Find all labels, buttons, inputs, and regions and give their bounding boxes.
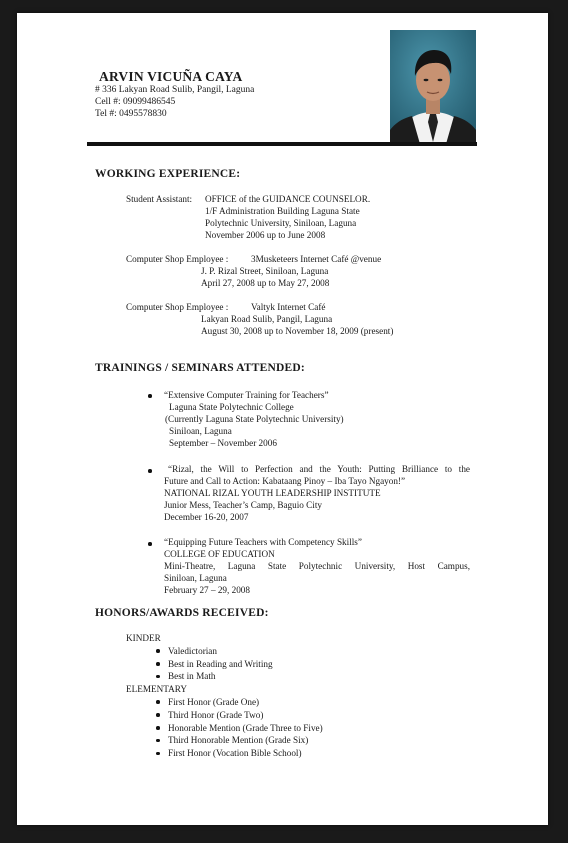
job-2-place <box>251 253 381 265</box>
training-line: (Currently Laguna State Polytechnic University) <box>165 414 344 424</box>
honors-title: HONORS/AWARDS RECEIVED: <box>95 607 269 619</box>
training-line: Junior Mess, Teacher’s Camp, Baguio City <box>164 500 322 510</box>
job-2 <box>126 253 228 265</box>
training-line: COLLEGE OF EDUCATION <box>164 549 275 559</box>
training-line: “Extensive Computer Training for Teachers” <box>164 390 329 400</box>
training-line: December 16-20, 2007 <box>164 512 249 522</box>
award-item <box>152 645 426 658</box>
header-divider <box>87 142 477 146</box>
resume-page <box>17 13 548 825</box>
job-3 <box>126 301 228 313</box>
award-item <box>152 709 426 722</box>
job-line: OFFICE of the GUIDANCE COUNSELOR. <box>205 194 371 204</box>
bullet-icon <box>156 713 160 717</box>
award-text: Best in Reading and Writing <box>168 658 273 669</box>
job-role: Computer Shop Employee : <box>126 302 229 312</box>
bullet-icon <box>156 662 160 666</box>
cell-number: Cell #: 09099486545 <box>95 97 176 107</box>
job-role: Computer Shop Employee : <box>126 254 229 264</box>
training-item-2 <box>164 463 470 523</box>
bullet-icon <box>156 752 160 756</box>
job-2-details <box>201 265 329 289</box>
job-3-details <box>201 313 393 337</box>
job-3-place <box>251 301 326 313</box>
award-text: First Honor (Grade One) <box>168 696 260 707</box>
training-line: “Equipping Future Teachers with Competency Skills” <box>164 537 362 547</box>
bullet-icon <box>156 726 160 730</box>
award-item <box>152 670 426 683</box>
honor-group-label: ELEMENTARY <box>126 684 188 695</box>
bullet-icon <box>156 675 160 679</box>
job-1-details <box>205 193 370 241</box>
job-line: 3Musketeers Internet Café @venue <box>251 254 382 264</box>
job-line: J. P. Rizal Street, Siniloan, Laguna <box>201 266 329 276</box>
award-item <box>152 658 426 671</box>
job-line: November 2006 up to June 2008 <box>205 230 326 240</box>
award-text: Best in Math <box>168 671 216 682</box>
training-line: Mini-Theatre, Laguna State Polytechnic University, Host Campus, <box>164 561 470 571</box>
honors-list <box>126 632 426 760</box>
job-line: April 27, 2008 up to May 27, 2008 <box>201 278 330 288</box>
training-line: Siniloan, Laguna <box>164 573 227 583</box>
training-line: “Rizal, the Will to Perfection and the Youth: Putting Brilliance to the <box>168 464 470 474</box>
training-line: Laguna State Polytechnic College <box>169 402 294 412</box>
working-experience-title: WORKING EXPERIENCE: <box>95 168 241 180</box>
job-role: Student Assistant: <box>126 194 193 204</box>
honor-group-label: KINDER <box>126 633 161 643</box>
tel-number: Tel #: 0495578830 <box>95 109 167 119</box>
profile-photo-figure <box>390 30 476 144</box>
training-item-3 <box>164 536 470 596</box>
award-text: Third Honor (Grade Two) <box>168 709 264 720</box>
applicant-name: ARVIN VICUÑA CAYA <box>99 69 243 84</box>
bullet-icon <box>156 649 160 653</box>
bullet-icon <box>148 469 152 473</box>
address: # 336 Lakyan Road Sulib, Pangil, Laguna <box>95 85 255 95</box>
job-line: Lakyan Road Sulib, Pangil, Laguna <box>201 314 333 324</box>
training-line: Siniloan, Laguna <box>169 426 232 436</box>
job-line: August 30, 2008 up to November 18, 2009 (present) <box>201 326 394 336</box>
job-1 <box>126 193 192 205</box>
job-line: 1/F Administration Building Laguna State <box>205 206 360 216</box>
job-line: Valtyk Internet Café <box>251 302 326 312</box>
award-text: Valedictorian <box>168 645 217 656</box>
job-line: Polytechnic University, Siniloan, Laguna <box>205 218 357 228</box>
training-item-1 <box>164 389 474 449</box>
bullet-icon <box>148 542 152 546</box>
award-text: Third Honorable Mention (Grade Six) <box>168 735 309 746</box>
trainings-title: TRAININGS / SEMINARS ATTENDED: <box>95 362 305 374</box>
bullet-icon <box>156 700 160 704</box>
bullet-icon <box>156 739 160 743</box>
award-text: First Honor (Vocation Bible School) <box>168 748 302 759</box>
award-item <box>152 722 426 735</box>
contact-block <box>95 84 254 120</box>
training-line: September – November 2006 <box>169 438 277 448</box>
award-item <box>152 696 426 709</box>
training-line: Future and Call to Action: Kabataang Pinoy – Iba Tayo Ngayon!” <box>164 476 406 486</box>
bullet-icon <box>148 394 152 398</box>
award-text: Honorable Mention (Grade Three to Five) <box>168 722 323 733</box>
award-item <box>152 734 426 747</box>
profile-photo <box>390 30 476 144</box>
award-item <box>152 747 426 760</box>
training-line: February 27 – 29, 2008 <box>164 585 250 595</box>
training-line: NATIONAL RIZAL YOUTH LEADERSHIP INSTITUTE <box>164 488 381 498</box>
